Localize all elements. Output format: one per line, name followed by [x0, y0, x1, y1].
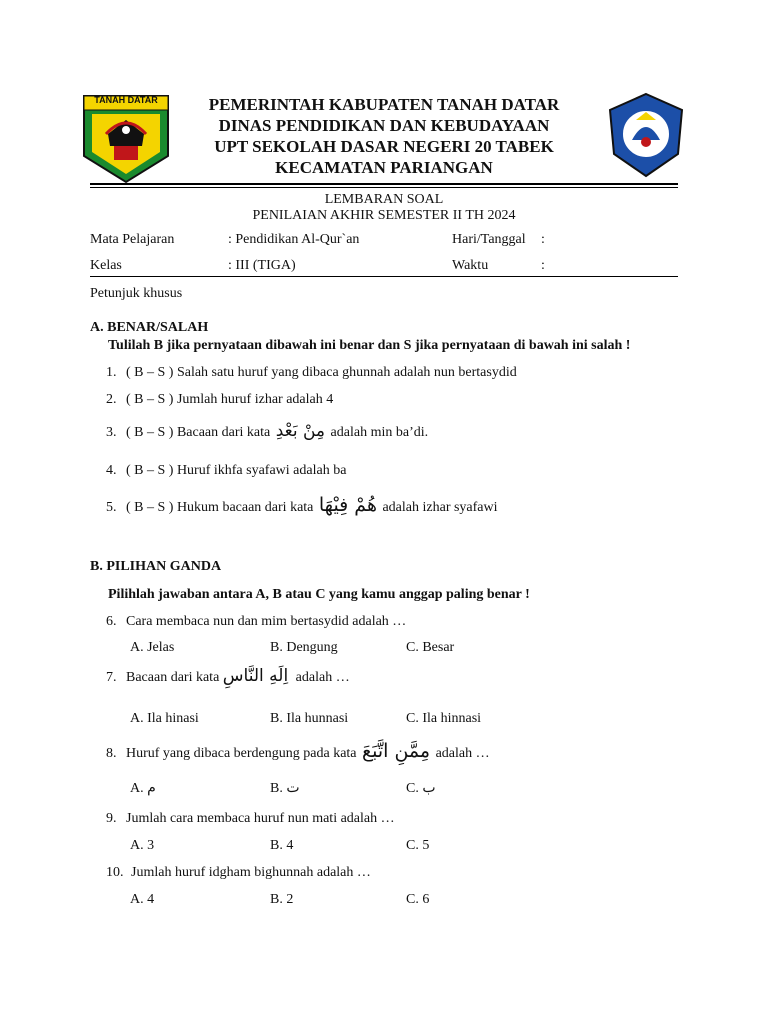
- question-text: Jumlah huruf idgham bighunnah adalah …: [131, 865, 371, 880]
- question-text: ( B – S ) Salah satu huruf yang dibaca ghunnah adalah nun bertasydid: [126, 365, 517, 380]
- question-6: [106, 613, 406, 631]
- header-line-4: KECAMATAN PARIANGAN: [275, 158, 493, 177]
- option-a: A. 3: [130, 838, 155, 853]
- question-text: ( B – S ) Jumlah huruf izhar adalah 4: [126, 392, 334, 407]
- question-9: [106, 810, 395, 828]
- question-5: [106, 496, 498, 517]
- question-3: [106, 422, 428, 442]
- petunjuk-label: Petunjuk khusus: [90, 286, 183, 301]
- question-text-end: adalah …: [295, 670, 350, 685]
- header-rule-thin: [90, 187, 678, 188]
- question-10: [106, 864, 371, 882]
- question-text: ( B – S ) Huruf ikhfa syafawi adalah ba: [126, 463, 347, 478]
- option-b: B. ت: [270, 781, 300, 796]
- header-line-3: UPT SEKOLAH DASAR NEGERI 20 TABEK: [214, 137, 554, 156]
- section-a-instruction: Tulilah B jika pernyataan dibawah ini benar dan S jika pernyataan di bawah ini salah !: [108, 338, 631, 353]
- question-number: 1.: [106, 365, 117, 380]
- option-a: A. 4: [130, 892, 155, 907]
- arabic-word: اِلَهِ النَّاسِ: [222, 666, 289, 686]
- option-c: C. Ila hinnasi: [406, 711, 482, 726]
- arabic-word: مِمَّنِ اتَّبَعَ: [362, 740, 431, 762]
- info-rule: [90, 276, 678, 277]
- option-a: A. Jelas: [130, 640, 175, 655]
- header-line-2: DINAS PENDIDIKAN DAN KEBUDAYAAN: [218, 116, 550, 135]
- question-number: 6.: [106, 614, 117, 629]
- section-b-heading: B. PILIHAN GANDA: [90, 559, 222, 574]
- question-number: 5.: [106, 500, 117, 515]
- question-text-end: adalah izhar syafawi: [382, 500, 498, 515]
- section-b-instruction: Pilihlah jawaban antara A, B atau C yang kamu anggap paling benar !: [108, 587, 530, 602]
- header-rule-thick: [90, 183, 678, 185]
- question-number: 10.: [106, 865, 124, 880]
- hari-label: Hari/Tanggal: [452, 232, 526, 247]
- header-line-1: PEMERINTAH KABUPATEN TANAH DATAR: [208, 95, 560, 114]
- section-a-heading: A. BENAR/SALAH: [90, 320, 209, 335]
- question-text: ( B – S ) Bacaan dari kata: [126, 425, 271, 440]
- kelas-label: Kelas: [90, 258, 122, 273]
- hari-colon: :: [541, 232, 545, 247]
- question-number: 8.: [106, 746, 117, 761]
- question-text: Huruf yang dibaca berdengung pada kata: [126, 746, 357, 761]
- doc-title: LEMBARAN SOAL: [324, 192, 444, 207]
- mapel-value: : Pendidikan Al-Qur`an: [228, 232, 360, 247]
- question-7: [106, 667, 350, 687]
- question-text-end: adalah …: [435, 746, 490, 761]
- question-2: [106, 391, 333, 409]
- option-b: B. Dengung: [270, 640, 338, 655]
- option-a: A. Ila hinasi: [130, 711, 199, 726]
- arabic-word: هُمْ فِيْهَا: [318, 494, 377, 516]
- question-number: 3.: [106, 425, 117, 440]
- question-8: [106, 742, 490, 763]
- question-4: [106, 462, 346, 480]
- question-text-end: adalah min ba’di.: [330, 425, 429, 440]
- doc-subtitle: PENILAIAN AKHIR SEMESTER II TH 2024: [252, 208, 516, 223]
- kelas-value: : III (TIGA): [228, 258, 296, 273]
- option-c: C. ب: [406, 781, 436, 796]
- mapel-label: Mata Pelajaran: [90, 232, 175, 247]
- option-b: B. 4: [270, 838, 294, 853]
- waktu-label: Waktu: [452, 258, 489, 273]
- question-number: 7.: [106, 670, 117, 685]
- option-a: A. م: [130, 781, 156, 796]
- question-text: Cara membaca nun dan mim bertasydid adalah …: [126, 614, 407, 629]
- question-number: 4.: [106, 463, 117, 478]
- question-number: 9.: [106, 811, 117, 826]
- question-text: Jumlah cara membaca huruf nun mati adalah …: [126, 811, 395, 826]
- option-c: C. 5: [406, 838, 430, 853]
- waktu-colon: :: [541, 258, 545, 273]
- option-c: C. Besar: [406, 640, 455, 655]
- question-1: [106, 364, 517, 382]
- logo-tut-wuri-handayani: [606, 92, 686, 178]
- question-text: ( B – S ) Hukum bacaan dari kata: [126, 500, 314, 515]
- option-c: C. 6: [406, 892, 430, 907]
- question-number: 2.: [106, 392, 117, 407]
- option-b: B. 2: [270, 892, 294, 907]
- arabic-word: مِنْ بَعْدِ: [275, 421, 326, 441]
- question-text: Bacaan dari kata: [126, 670, 220, 685]
- option-b: B. Ila hunnasi: [270, 711, 349, 726]
- logo-left-label: TANAH DATAR: [94, 95, 158, 105]
